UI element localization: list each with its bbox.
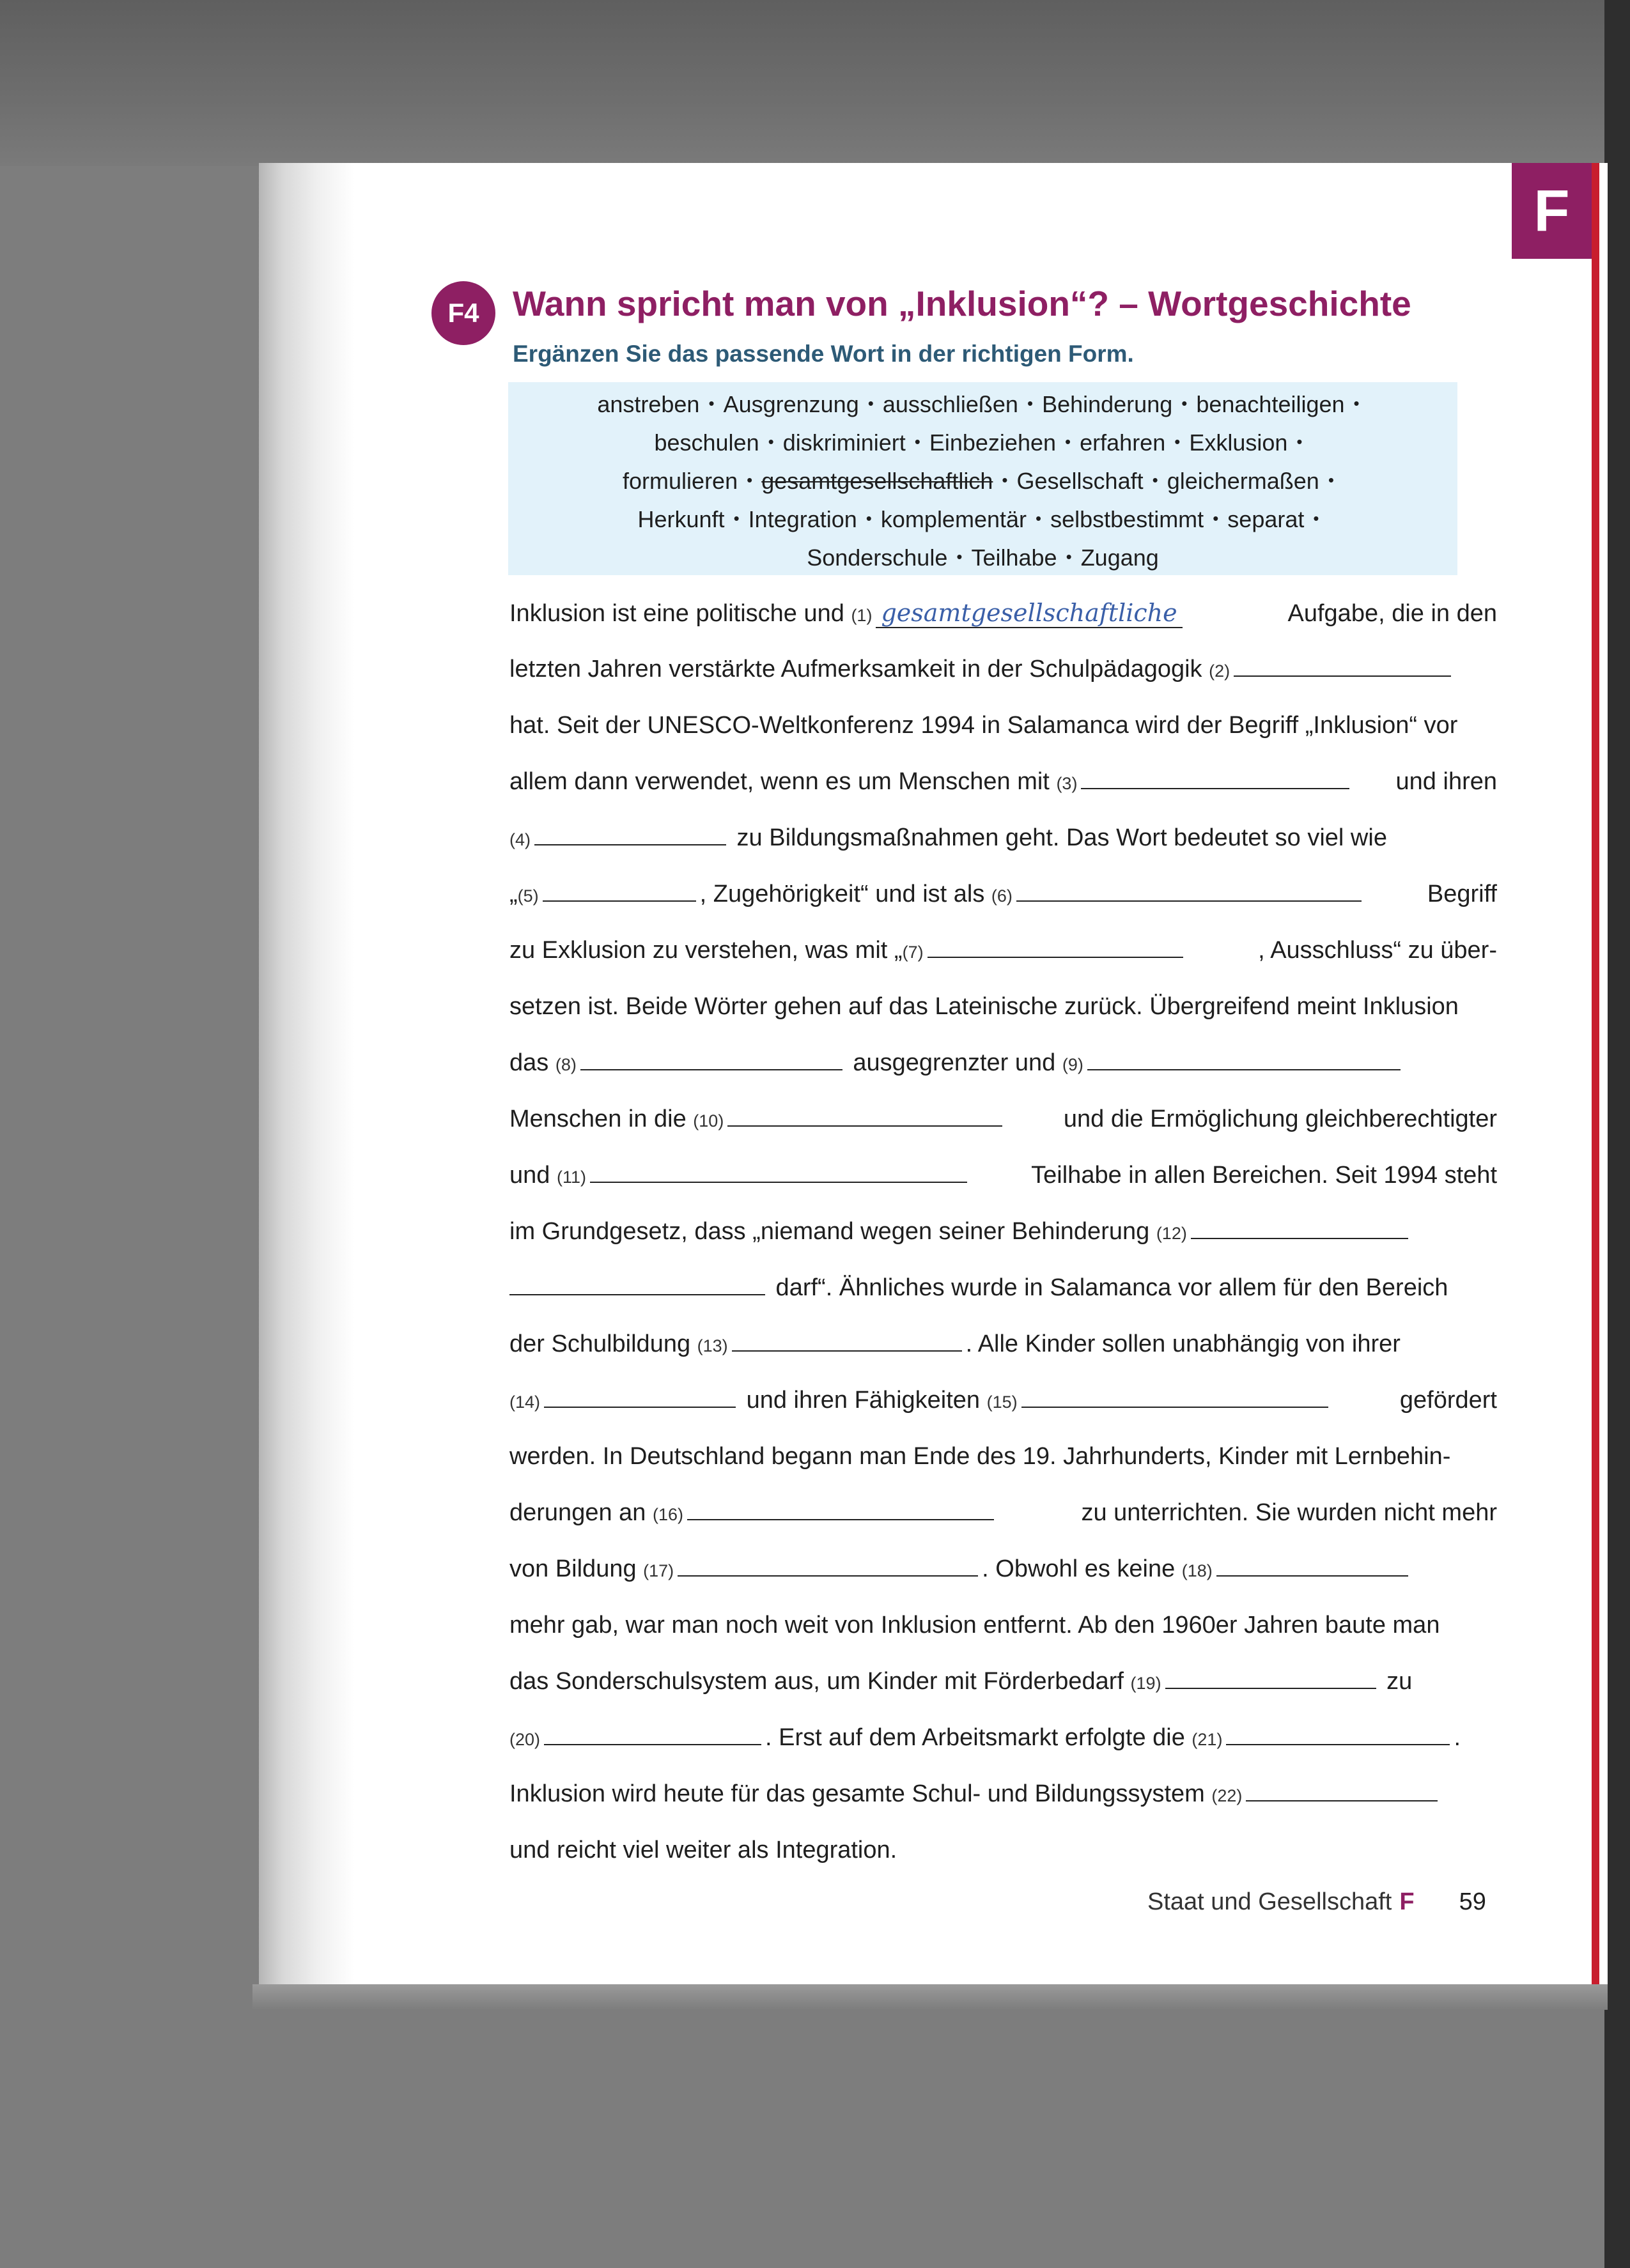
text-segment: der Schulbildung [509,1331,697,1357]
text-line [509,585,1497,641]
text-segment: Aufgabe, die in den [1282,600,1497,627]
gap-number: (4) [509,830,531,849]
handwritten-answer: gesamtgesellschaftliche [876,599,1182,628]
gap-number: (10) [693,1111,724,1130]
bullet-separator: • [867,394,874,413]
answer-blank[interactable] [687,1495,994,1520]
word-bank-item: Einbeziehen [929,429,1057,456]
gap-number: (11) [556,1168,586,1187]
word-bank-item: erfahren [1080,429,1166,456]
text-segment: . Alle Kinder sollen unabhängig von ihrer [965,1331,1401,1357]
answer-blank[interactable] [732,1326,962,1352]
word-bank-item: anstreben [597,391,700,417]
text-segment: zu Exklusion zu verstehen, was mit „ [509,937,903,964]
text-segment: Inklusion ist eine politische und [509,600,851,627]
bullet-separator: • [1002,470,1008,490]
word-bank-item: Gesellschaft [1016,468,1144,494]
gap-number: (13) [697,1336,728,1355]
gap-number: (9) [1062,1055,1083,1074]
exercise-title: Wann spricht man von „Inklusion“? – Wortgeschichte [513,284,1411,323]
bullet-separator: • [1036,509,1042,528]
text-line [509,1035,1497,1091]
bullet-separator: • [1296,432,1303,451]
text-line [509,922,1497,978]
bullet-separator: • [1066,547,1072,566]
answer-blank[interactable] [1216,1551,1408,1577]
bullet-separator: • [708,394,715,413]
gap-number: (1) [851,606,873,625]
footer-chapter-letter: F [1399,1888,1415,1915]
bullet-separator: • [1065,432,1071,451]
page-shadow [252,1984,1608,2010]
word-bank-item: Behinderung [1042,391,1173,417]
exercise-instruction: Ergänzen Sie das passende Wort in der richtigen Form. [513,341,1134,367]
word-bank-row [508,500,1457,538]
text-line [509,1709,1497,1766]
bullet-separator: • [1353,394,1360,413]
gap-number: (20) [509,1730,541,1749]
bullet-separator: • [1152,470,1158,490]
gap-number: (19) [1130,1674,1161,1693]
gap-number: (12) [1156,1224,1187,1243]
text-segment: und ihren [1388,768,1497,795]
gap-number: (5) [517,886,539,906]
answer-blank[interactable] [928,932,1183,958]
text-segment: , Zugehörigkeit“ und ist als [699,881,991,907]
text-segment: Inklusion wird heute für das gesamte Schul- und Bildungssystem [509,1780,1212,1807]
word-bank-row [508,423,1457,461]
word-bank-item-used: gesamtgesellschaftlich [761,468,993,494]
text-segment: das [509,1049,555,1076]
text-segment: . Erst auf dem Arbeitsmarkt erfolgte die [765,1724,1192,1751]
word-bank-item: Integration [748,506,857,532]
footer-section-title: Staat und Gesellschaft [1147,1888,1392,1915]
text-line [509,1091,1497,1147]
text-segment: zu unterrichten. Sie wurden nicht mehr [1074,1499,1497,1526]
gap-number: (14) [509,1392,541,1412]
text-line [509,1316,1497,1372]
gap-number: (7) [902,943,924,962]
page-footer [1147,1888,1486,1916]
word-bank-item: Sonderschule [807,544,948,571]
text-line [509,1822,1497,1878]
text-line [509,1541,1497,1597]
text-line [509,1428,1497,1485]
text-segment: Menschen in die [509,1106,694,1132]
page-number: 59 [1459,1888,1486,1915]
text-line [509,810,1497,866]
word-bank-row [508,538,1457,576]
gap-number: (6) [991,886,1013,906]
text-segment: und [509,1162,557,1189]
answer-blank[interactable] [580,1045,842,1070]
text-line [509,866,1497,922]
text-segment: Teilhabe in allen Bereichen. Seit 1994 steht [1025,1162,1497,1189]
answer-blank[interactable] [1087,1045,1401,1070]
text-line [509,1597,1497,1653]
text-segment: zu [1379,1668,1413,1695]
text-segment: werden. In Deutschland begann man Ende des 19. Jahrhunderts, Kinder mit Lernbehin- [509,1443,1451,1470]
text-segment: ausgegrenzter und [846,1049,1062,1076]
text-line [509,1485,1497,1541]
answer-blank[interactable] [509,1270,765,1295]
text-segment: mehr gab, war man noch weit von Inklusion entfernt. Ab den 1960er Jahren baute man [509,1612,1440,1639]
word-bank-row [508,461,1457,500]
scan-background-top [0,0,1630,166]
bullet-separator: • [1181,394,1188,413]
answer-blank[interactable] [1226,1720,1450,1745]
answer-blank[interactable] [1021,1382,1328,1408]
chapter-tab: F [1512,163,1592,259]
bullet-separator: • [865,509,872,528]
answer-blank[interactable] [1165,1663,1376,1689]
text-segment: „ [509,881,518,907]
answer-blank[interactable] [727,1101,1002,1127]
word-bank-item: formulieren [623,468,738,494]
bullet-separator: • [1313,509,1319,528]
text-segment: zu Bildungsmaßnahmen geht. Das Wort bedeutet so viel wie [730,824,1387,851]
text-line [509,1203,1497,1260]
text-segment: letzten Jahren verstärkte Aufmerksamkeit in der Schulpädagogik [509,656,1209,683]
text-line [509,978,1497,1035]
text-segment: allem dann verwendet, wenn es um Menschen mit [509,768,1057,795]
gap-number: (16) [652,1505,683,1524]
bullet-separator: • [1213,509,1219,528]
text-segment: von Bildung [509,1555,644,1582]
book-binding-shadow [259,163,355,1984]
gap-number: (17) [643,1561,674,1580]
exercise-badge: F4 [431,281,495,345]
answer-blank[interactable] [1246,1776,1438,1801]
word-bank-item: beschulen [654,429,759,456]
gap-number: (8) [555,1055,577,1074]
answer-blank[interactable] [543,876,696,902]
answer-blank[interactable] [544,1720,761,1745]
text-segment: derungen an [509,1499,653,1526]
text-segment: und reicht viel weiter als Integration. [509,1837,897,1863]
text-segment: . Obwohl es keine [982,1555,1182,1582]
text-segment: darf“. Ähnliches wurde in Salamanca vor allem für den Bereich [769,1274,1448,1301]
text-line [509,1147,1497,1203]
gap-number: (21) [1191,1730,1223,1749]
answer-blank[interactable] [1016,876,1362,902]
word-bank-item: Teilhabe [971,544,1057,571]
bullet-separator: • [1174,432,1181,451]
text-line [509,1766,1497,1822]
answer-blank[interactable] [1191,1214,1408,1239]
bullet-separator: • [733,509,740,528]
bullet-separator: • [768,432,774,451]
cloze-text [509,585,1497,1878]
text-segment: Begriff [1420,881,1497,907]
answer-blank[interactable] [1234,651,1451,677]
word-bank-item: Herkunft [637,506,725,532]
text-segment: setzen ist. Beide Wörter gehen auf das Lateinische zurück. Übergreifend meint Inklusion [509,993,1459,1020]
bullet-separator: • [914,432,920,451]
gap-number: (3) [1056,774,1078,793]
word-bank-item: Zugang [1080,544,1159,571]
answer-blank[interactable] [678,1551,978,1577]
text-segment: und die Ermöglichung gleichberechtigter [1057,1106,1497,1132]
page-edge-marker [1592,163,1599,1984]
bullet-separator: • [1328,470,1334,490]
text-line [509,1653,1497,1709]
bullet-separator: • [956,547,963,566]
word-bank-item: separat [1227,506,1305,532]
text-line [509,697,1497,753]
gap-number: (22) [1211,1786,1243,1805]
text-segment: das Sonderschulsystem aus, um Kinder mit Förderbedarf [509,1668,1131,1695]
word-bank-item: Ausgrenzung [723,391,859,417]
word-bank-row [508,385,1457,423]
text-segment: gefördert [1393,1387,1497,1414]
text-segment: , Ausschluss“ zu über- [1258,937,1497,964]
gap-number: (15) [986,1392,1018,1412]
word-bank-item: selbstbestimmt [1050,506,1204,532]
word-bank-item: Exklusion [1189,429,1288,456]
text-segment: im Grundgesetz, dass „niemand wegen seiner Behinderung [509,1218,1156,1245]
answer-blank[interactable] [544,1382,736,1408]
text-line [509,641,1497,697]
word-bank-item: komplementär [880,506,1027,532]
text-line [509,1260,1497,1316]
text-segment: hat. Seit der UNESCO-Weltkonferenz 1994 in Salamanca wird der Begriff „Inklusion“ vor [509,712,1458,739]
text-line [509,753,1497,810]
word-bank-item: ausschließen [882,391,1018,417]
answer-blank[interactable] [534,820,726,845]
gap-number: (18) [1181,1561,1213,1580]
answer-blank[interactable] [590,1157,967,1183]
gap-number: (2) [1209,661,1230,681]
scan-background-right [1604,0,1630,2268]
word-bank-item: diskriminiert [782,429,906,456]
text-segment: und ihren Fähigkeiten [740,1387,987,1414]
word-bank [508,385,1457,576]
bullet-separator: • [1027,394,1034,413]
word-bank-item: benachteiligen [1196,391,1345,417]
text-segment: . [1454,1724,1461,1751]
text-line [509,1372,1497,1428]
word-bank-item: gleichermaßen [1167,468,1319,494]
bullet-separator: • [747,470,753,490]
answer-blank[interactable] [1081,764,1349,789]
